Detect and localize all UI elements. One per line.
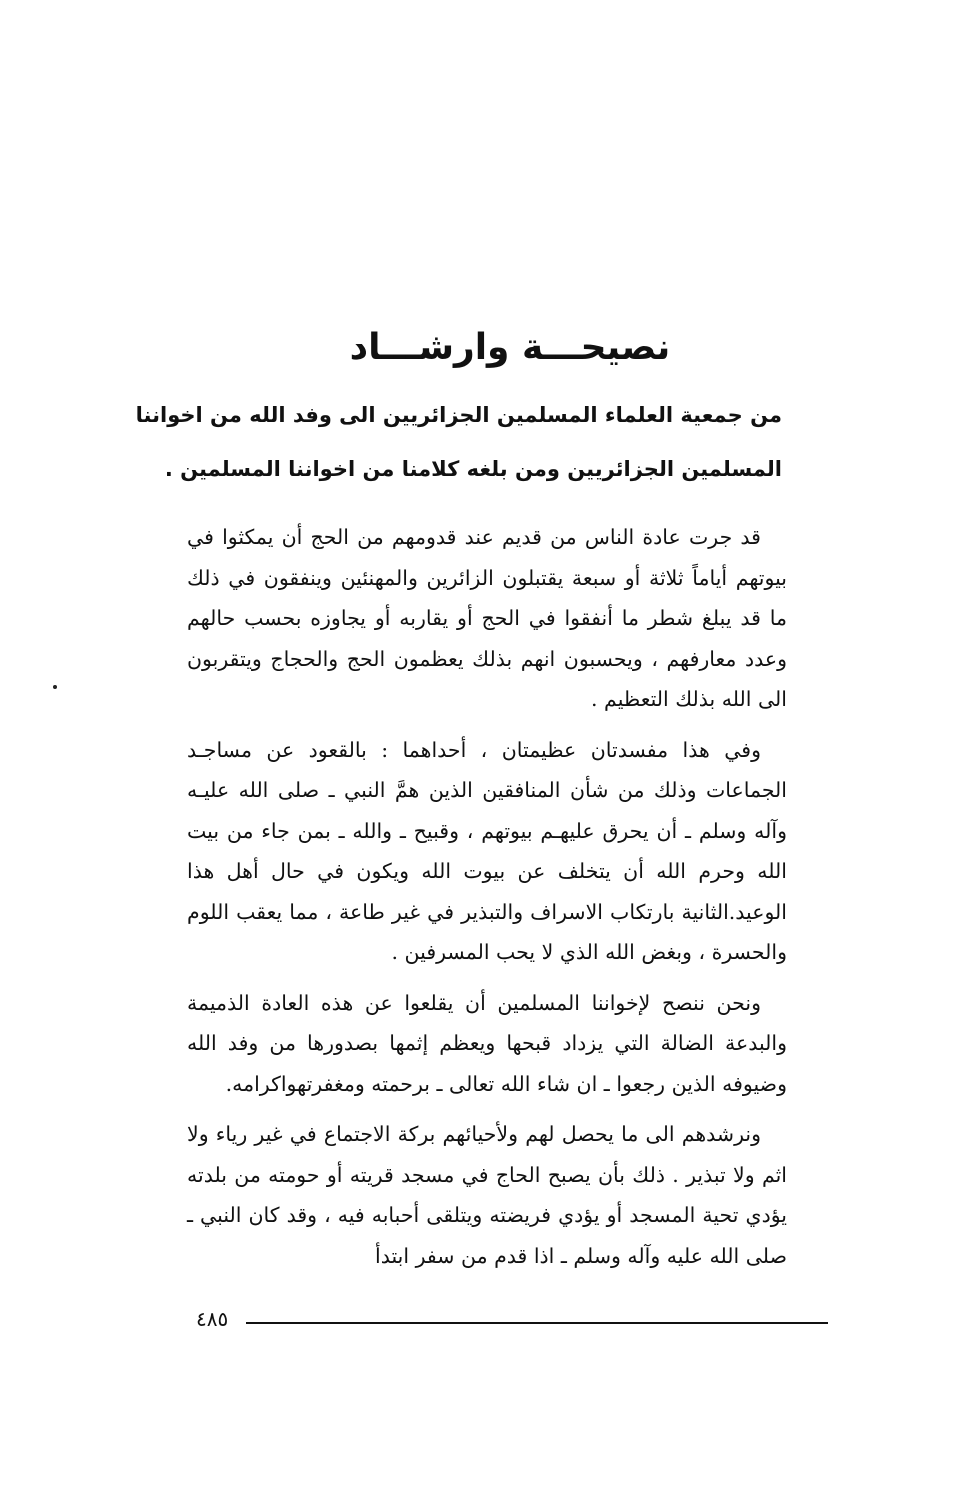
subtitle-line: المسلمين الجزائريين ومن بلغه كلامنا من اخواننا المسلمين .: [164, 457, 782, 481]
ink-speck: [53, 685, 57, 689]
footer-rule: [246, 1322, 828, 1324]
page-footer: [0, 1302, 962, 1342]
paragraph: ونرشدهم الى ما يحصل لهم ولأحيائهم بركة الاجتماع في غير رياء ولا اثم ولا تبذير . ذلك بأن يصبح الحاج في مسجد قريته أو حومته من بلدته يؤدي تحية المسجد أو يؤدي فريضته ويتلقى أحبابه فيه ، وقد كان النبي ـ صلى الله عليه وآله وسلم ـ اذا قدم من سفر ابتدأ: [187, 1122, 787, 1268]
paragraph: ونحن ننصح لإخواننا المسلمين أن يقلعوا عن هذه العادة الذميمة والبدعة الضالة التي يزداد قبحها ويعظم إثمها بصدورها من وفد الله وضيوفه الذين رجعوا ـ ان شاء الله تعالى ـ برحمته ومغفرتهواكرامه.: [187, 990, 787, 1096]
paragraph: قد جرت عادة الناس من قديم عند قدومهم من الحج أن يمكثوا في بيوتهم أياماً ثلاثة أو سبعة يقتبلون الزائرين والمهنئين وينفقون في ذلك ما قد يبلغ شطر ما أنفقوا في الحج أو يقاربه أو يجاوزه بحسب حالهم وعدد معارفهم ، ويحسبون انهم بذلك يعظمون الحج والحجاج ويتقربون الى الله بذلك التعظيم .: [187, 525, 787, 711]
subtitle: [135, 388, 782, 496]
page-title: نصيحـــة وارشـــاد: [349, 327, 671, 368]
page-number: ٤٨٥: [196, 1307, 229, 1331]
body-text: [187, 517, 787, 1286]
paragraph: وفي هذا مفسدتان عظيمتان ، أحداهما : بالقعود عن مساجـد الجماعات وذلك من شأن المنافقين الذين همَّ النبي ـ صلى الله عليـه وآله وسلم ـ أن يحرق عليهـم بيوتهم ، وقبيح ـ والله ـ بمن جاء من بيت الله وحرم الله أن يتخلف عن بيوت الله ويكون في حال أهل هذا الوعيد.الثانية بارتكاب الاسراف والتبذير في غير طاعة ، مما يعقب اللوم والحسرة ، وبغض الله الذي لا يحب المسرفين .: [187, 737, 787, 964]
subtitle-line: من جمعية العلماء المسلمين الجزائريين الى وفد الله من اخواننا: [135, 403, 782, 427]
